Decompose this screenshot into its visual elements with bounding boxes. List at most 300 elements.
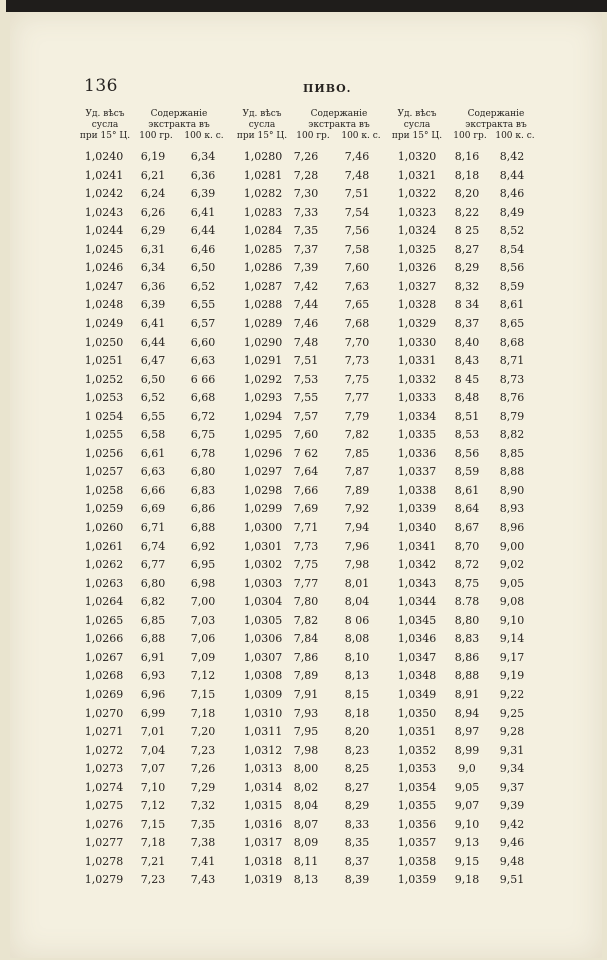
- header-100g: 100 гр.: [453, 131, 487, 141]
- extract-100cc-cell: 9,10: [499, 613, 525, 627]
- table-row: [0, 688, 607, 706]
- extract-100g-cell: 6,63: [140, 465, 166, 479]
- extract-100cc-cell: 7,29: [190, 780, 216, 794]
- extract-100g-cell: 7,89: [293, 669, 319, 683]
- extract-100g-cell: 7,60: [293, 428, 319, 442]
- specific-gravity-cell: 1,0292: [243, 372, 283, 386]
- extract-100g-cell: 8,20: [454, 187, 480, 201]
- extract-100cc-cell: 8,27: [344, 780, 370, 794]
- extract-100cc-cell: 7,20: [190, 725, 216, 739]
- extract-100cc-cell: 9,05: [499, 576, 525, 590]
- specific-gravity-cell: 1,0248: [84, 298, 124, 312]
- extract-100cc-cell: 8,13: [344, 669, 370, 683]
- extract-100g-cell: 7,37: [293, 242, 319, 256]
- extract-100g-cell: 8,51: [454, 409, 480, 423]
- extract-100g-cell: 7,73: [293, 539, 319, 553]
- extract-100cc-cell: 8,15: [344, 687, 370, 701]
- extract-100g-cell: 7 62: [293, 446, 319, 460]
- specific-gravity-cell: 1,0340: [397, 521, 437, 534]
- table-row: [0, 762, 607, 780]
- table-row: [0, 595, 607, 613]
- extract-100g-cell: 9,15: [454, 854, 480, 868]
- extract-100cc-cell: 6,88: [190, 521, 216, 534]
- specific-gravity-cell: 1,0314: [243, 780, 283, 794]
- table-row: [0, 651, 607, 669]
- extract-100g-cell: 6,36: [140, 279, 166, 293]
- extract-100g-cell: 8,64: [454, 502, 480, 516]
- extract-100cc-cell: 7,09: [190, 650, 216, 664]
- specific-gravity-cell: 1,0307: [243, 650, 283, 664]
- extract-100cc-cell: 8,46: [499, 187, 525, 201]
- extract-100cc-cell: 6,36: [190, 168, 216, 182]
- extract-100g-cell: 7,71: [293, 521, 319, 534]
- extract-100cc-cell: 6,86: [190, 502, 216, 516]
- header-sg-line2: сусла: [248, 120, 276, 130]
- extract-100cc-cell: 9,00: [499, 539, 525, 553]
- extract-100g-cell: 7,91: [293, 687, 319, 701]
- extract-100cc-cell: 8,59: [499, 279, 525, 293]
- table-row: [0, 502, 607, 520]
- extract-100g-cell: 8,37: [454, 316, 480, 330]
- extract-100cc-cell: 7,92: [344, 502, 370, 516]
- extract-100cc-cell: 6,41: [190, 205, 216, 219]
- specific-gravity-cell: 1,0308: [243, 669, 283, 683]
- extract-100cc-cell: 8,96: [499, 521, 525, 534]
- extract-100cc-cell: 8,68: [499, 335, 525, 349]
- specific-gravity-cell: 1,0355: [397, 799, 437, 813]
- specific-gravity-cell: 1,0281: [243, 168, 283, 182]
- extract-100cc-cell: 7,94: [344, 521, 370, 534]
- specific-gravity-cell: 1,0251: [84, 354, 124, 368]
- header-ext-line1: Содержаніе: [150, 109, 208, 119]
- table-row: [0, 540, 607, 558]
- extract-100g-cell: 6,85: [140, 613, 166, 627]
- extract-100cc-cell: 7,85: [344, 446, 370, 460]
- extract-100g-cell: 8 25: [454, 224, 480, 238]
- extract-100cc-cell: 7,32: [190, 799, 216, 813]
- table-row: [0, 558, 607, 576]
- extract-100cc-cell: 6,60: [190, 335, 216, 349]
- extract-100g-cell: 8,18: [454, 168, 480, 182]
- extract-100cc-cell: 7,58: [344, 242, 370, 256]
- extract-100g-cell: 6,77: [140, 558, 166, 572]
- extract-100g-cell: 6,39: [140, 298, 166, 312]
- extract-100g-cell: 8,00: [293, 762, 319, 776]
- specific-gravity-cell: 1,0268: [84, 669, 124, 683]
- extract-100cc-cell: 7,56: [344, 224, 370, 238]
- extract-100g-cell: 7,46: [293, 316, 319, 330]
- specific-gravity-cell: 1,0329: [397, 316, 437, 330]
- extract-100cc-cell: 8,73: [499, 372, 525, 386]
- table-row: [0, 150, 607, 168]
- extract-100g-cell: 9,18: [454, 873, 480, 887]
- specific-gravity-cell: 1,0303: [243, 576, 283, 590]
- table-row: [0, 836, 607, 854]
- extract-100cc-cell: 6,78: [190, 446, 216, 460]
- table-row: [0, 354, 607, 372]
- specific-gravity-cell: 1,0315: [243, 799, 283, 813]
- extract-100cc-cell: 8,29: [344, 799, 370, 813]
- extract-100g-cell: 6,47: [140, 354, 166, 368]
- header-ext-line1: Содержаніе: [310, 109, 368, 119]
- extract-100cc-cell: 8,10: [344, 650, 370, 664]
- table-row: [0, 577, 607, 595]
- extract-100cc-cell: 6,39: [190, 187, 216, 201]
- extract-100cc-cell: 7,00: [190, 595, 216, 609]
- header-ext-line2: экстракта въ: [465, 120, 527, 130]
- extract-100g-cell: 6,58: [140, 428, 166, 442]
- extract-100cc-cell: 8,25: [344, 762, 370, 776]
- specific-gravity-cell: 1,0352: [397, 743, 437, 757]
- extract-100g-cell: 8,16: [454, 150, 480, 163]
- specific-gravity-cell: 1,0295: [243, 428, 283, 442]
- extract-100cc-cell: 8,01: [344, 576, 370, 590]
- specific-gravity-cell: 1,0318: [243, 854, 283, 868]
- extract-100cc-cell: 6,83: [190, 483, 216, 497]
- extract-100g-cell: 7,28: [293, 168, 319, 182]
- specific-gravity-cell: 1,0339: [397, 502, 437, 516]
- specific-gravity-cell: 1,0346: [397, 632, 437, 646]
- specific-gravity-cell: 1,0304: [243, 595, 283, 609]
- extract-100cc-cell: 9,46: [499, 836, 525, 850]
- extract-100g-cell: 8.78: [454, 595, 480, 609]
- specific-gravity-cell: 1,0350: [397, 706, 437, 720]
- table-row: [0, 799, 607, 817]
- specific-gravity-cell: 1,0264: [84, 595, 124, 609]
- specific-gravity-cell: 1,0311: [243, 725, 283, 739]
- extract-100cc-cell: 8,71: [499, 354, 525, 368]
- extract-100cc-cell: 8,90: [499, 483, 525, 497]
- extract-100cc-cell: 9,39: [499, 799, 525, 813]
- specific-gravity-cell: 1,0345: [397, 613, 437, 627]
- specific-gravity-cell: 1,0289: [243, 316, 283, 330]
- extract-100cc-cell: 7,26: [190, 762, 216, 776]
- extract-100cc-cell: 8,93: [499, 502, 525, 516]
- extract-100g-cell: 7,26: [293, 150, 319, 163]
- extract-100g-cell: 8 34: [454, 298, 480, 312]
- extract-100cc-cell: 7,73: [344, 354, 370, 368]
- specific-gravity-cell: 1,0338: [397, 483, 437, 497]
- extract-100g-cell: 7,35: [293, 224, 319, 238]
- extract-100g-cell: 8,75: [454, 576, 480, 590]
- extract-100g-cell: 7,80: [293, 595, 319, 609]
- specific-gravity-cell: 1,0246: [84, 261, 124, 275]
- extract-100cc-cell: 9,48: [499, 854, 525, 868]
- table-row: [0, 187, 607, 205]
- extract-100cc-cell: 7,15: [190, 687, 216, 701]
- specific-gravity-cell: 1,0299: [243, 502, 283, 516]
- extract-100g-cell: 6,44: [140, 335, 166, 349]
- extract-100g-cell: 7,33: [293, 205, 319, 219]
- table-row: [0, 298, 607, 316]
- specific-gravity-cell: 1,0343: [397, 576, 437, 590]
- table-row: [0, 410, 607, 428]
- extract-100g-cell: 6,99: [140, 706, 166, 720]
- specific-gravity-cell: 1,0265: [84, 613, 124, 627]
- specific-gravity-cell: 1,0301: [243, 539, 283, 553]
- specific-gravity-cell: 1,0266: [84, 632, 124, 646]
- extract-100g-cell: 6,31: [140, 242, 166, 256]
- extract-100cc-cell: 7,98: [344, 558, 370, 572]
- extract-100g-cell: 8,40: [454, 335, 480, 349]
- specific-gravity-cell: 1,0330: [397, 335, 437, 349]
- extract-100g-cell: 9,0: [458, 762, 476, 776]
- specific-gravity-cell: 1,0323: [397, 205, 437, 219]
- extract-100cc-cell: 8,23: [344, 743, 370, 757]
- extract-100cc-cell: 9,37: [499, 780, 525, 794]
- specific-gravity-cell: 1,0272: [84, 743, 124, 757]
- specific-gravity-cell: 1,0319: [243, 873, 283, 887]
- specific-gravity-cell: 1,0293: [243, 391, 283, 405]
- extract-100g-cell: 7,04: [140, 743, 166, 757]
- specific-gravity-cell: 1,0269: [84, 687, 124, 701]
- extract-100g-cell: 6,74: [140, 539, 166, 553]
- specific-gravity-cell: 1,0273: [84, 762, 124, 776]
- specific-gravity-cell: 1,0267: [84, 650, 124, 664]
- specific-gravity-cell: 1,0300: [243, 521, 283, 534]
- extract-100cc-cell: 9,14: [499, 632, 525, 646]
- extract-100g-cell: 8,91: [454, 687, 480, 701]
- extract-100g-cell: 7,51: [293, 354, 319, 368]
- specific-gravity-cell: 1,0349: [397, 687, 437, 701]
- extract-100g-cell: 6,82: [140, 595, 166, 609]
- specific-gravity-cell: 1,0317: [243, 836, 283, 850]
- specific-gravity-cell: 1,0309: [243, 687, 283, 701]
- extract-100g-cell: 8,83: [454, 632, 480, 646]
- extract-100g-cell: 7,48: [293, 335, 319, 349]
- extract-100g-cell: 7,07: [140, 762, 166, 776]
- extract-100g-cell: 6,52: [140, 391, 166, 405]
- extract-100cc-cell: 6,75: [190, 428, 216, 442]
- extract-100g-cell: 7,82: [293, 613, 319, 627]
- extract-100cc-cell: 8,49: [499, 205, 525, 219]
- extract-100cc-cell: 8,88: [499, 465, 525, 479]
- specific-gravity-cell: 1,0259: [84, 502, 124, 516]
- extract-100cc-cell: 8,85: [499, 446, 525, 460]
- specific-gravity-cell: 1,0326: [397, 261, 437, 275]
- extract-100g-cell: 6,71: [140, 521, 166, 534]
- specific-gravity-cell: 1,0306: [243, 632, 283, 646]
- specific-gravity-cell: 1,0279: [84, 873, 124, 887]
- extract-100cc-cell: 9,31: [499, 743, 525, 757]
- extract-100cc-cell: 6,80: [190, 465, 216, 479]
- extract-100cc-cell: 7,65: [344, 298, 370, 312]
- extract-100g-cell: 6,26: [140, 205, 166, 219]
- extract-100cc-cell: 8,20: [344, 725, 370, 739]
- extract-100cc-cell: 8,37: [344, 854, 370, 868]
- extract-100g-cell: 6,91: [140, 650, 166, 664]
- extract-100g-cell: 8,61: [454, 483, 480, 497]
- extract-100g-cell: 8,22: [454, 205, 480, 219]
- extract-100cc-cell: 6,50: [190, 261, 216, 275]
- extract-100g-cell: 7,77: [293, 576, 319, 590]
- extract-100cc-cell: 7,60: [344, 261, 370, 275]
- extract-100g-cell: 7,39: [293, 261, 319, 275]
- extract-100g-cell: 8,59: [454, 465, 480, 479]
- extract-100g-cell: 8,70: [454, 539, 480, 553]
- specific-gravity-cell: 1,0285: [243, 242, 283, 256]
- header-sg-line3: при 15° Ц.: [391, 131, 443, 141]
- specific-gravity-cell: 1,0344: [397, 595, 437, 609]
- extract-100g-cell: 7,57: [293, 409, 319, 423]
- extract-100g-cell: 8,94: [454, 706, 480, 720]
- table-row: [0, 317, 607, 335]
- extract-100g-cell: 7,95: [293, 725, 319, 739]
- extract-100g-cell: 7,86: [293, 650, 319, 664]
- specific-gravity-cell: 1,0243: [84, 205, 124, 219]
- table-row: [0, 206, 607, 224]
- extract-100cc-cell: 7,35: [190, 817, 216, 831]
- specific-gravity-cell: 1,0260: [84, 521, 124, 534]
- specific-gravity-cell: 1,0331: [397, 354, 437, 368]
- extract-100cc-cell: 6,52: [190, 279, 216, 293]
- extract-100cc-cell: 7,68: [344, 316, 370, 330]
- extract-100cc-cell: 8,35: [344, 836, 370, 850]
- extract-100cc-cell: 7,38: [190, 836, 216, 850]
- extract-100g-cell: 7,93: [293, 706, 319, 720]
- specific-gravity-cell: 1,0276: [84, 817, 124, 831]
- specific-gravity-cell: 1,0335: [397, 428, 437, 442]
- specific-gravity-cell: 1,0359: [397, 873, 437, 887]
- extract-100g-cell: 6,34: [140, 261, 166, 275]
- specific-gravity-cell: 1,0298: [243, 483, 283, 497]
- specific-gravity-cell: 1,0290: [243, 335, 283, 349]
- extract-100cc-cell: 9,22: [499, 687, 525, 701]
- table-row: [0, 336, 607, 354]
- extract-100cc-cell: 7,18: [190, 706, 216, 720]
- specific-gravity-cell: 1,0316: [243, 817, 283, 831]
- header-sg-line2: сусла: [403, 120, 431, 130]
- extract-100cc-cell: 8 06: [344, 613, 370, 627]
- extract-100g-cell: 8,48: [454, 391, 480, 405]
- table-row: [0, 725, 607, 743]
- extract-100g-cell: 7,23: [140, 873, 166, 887]
- specific-gravity-cell: 1,0297: [243, 465, 283, 479]
- scan-top-edge: [6, 0, 607, 12]
- specific-gravity-cell: 1,0305: [243, 613, 283, 627]
- extract-100g-cell: 7,64: [293, 465, 319, 479]
- specific-gravity-cell: 1,0253: [84, 391, 124, 405]
- specific-gravity-cell: 1,0302: [243, 558, 283, 572]
- header-ext-line1: Содержаніе: [467, 109, 525, 119]
- extract-100cc-cell: 7,96: [344, 539, 370, 553]
- extract-100g-cell: 7,15: [140, 817, 166, 831]
- extract-100g-cell: 7,55: [293, 391, 319, 405]
- specific-gravity-cell: 1,0334: [397, 409, 437, 423]
- extract-100cc-cell: 7,03: [190, 613, 216, 627]
- specific-gravity-cell: 1,0354: [397, 780, 437, 794]
- extract-100cc-cell: 8,82: [499, 428, 525, 442]
- extract-100g-cell: 8,97: [454, 725, 480, 739]
- extract-100g-cell: 6,29: [140, 224, 166, 238]
- extract-100g-cell: 6,80: [140, 576, 166, 590]
- table-row: [0, 169, 607, 187]
- extract-100cc-cell: 7,51: [344, 187, 370, 201]
- header-sg-line3: при 15° Ц.: [79, 131, 131, 141]
- table-row: [0, 224, 607, 242]
- specific-gravity-cell: 1,0333: [397, 391, 437, 405]
- extract-100g-cell: 6,66: [140, 483, 166, 497]
- extract-100cc-cell: 8,79: [499, 409, 525, 423]
- extract-100cc-cell: 8,54: [499, 242, 525, 256]
- header-sg-line2: сусла: [91, 120, 119, 130]
- extract-100cc-cell: 9,17: [499, 650, 525, 664]
- extract-100cc-cell: 7,89: [344, 483, 370, 497]
- extract-100g-cell: 8,43: [454, 354, 480, 368]
- specific-gravity-cell: 1,0320: [397, 150, 437, 163]
- page-number: 136: [84, 76, 118, 96]
- specific-gravity-cell: 1,0324: [397, 224, 437, 238]
- specific-gravity-cell: 1,0283: [243, 205, 283, 219]
- table-row: [0, 632, 607, 650]
- extract-100cc-cell: 8,65: [499, 316, 525, 330]
- running-head: ПИВО.: [303, 82, 352, 95]
- extract-100cc-cell: 7,70: [344, 335, 370, 349]
- extract-100g-cell: 7,30: [293, 187, 319, 201]
- extract-100g-cell: 6,21: [140, 168, 166, 182]
- specific-gravity-cell: 1,0271: [84, 725, 124, 739]
- header-100cc: 100 к. с.: [495, 131, 535, 141]
- table-row: [0, 280, 607, 298]
- specific-gravity-cell: 1,0270: [84, 706, 124, 720]
- extract-100g-cell: 6,41: [140, 316, 166, 330]
- specific-gravity-cell: 1,0255: [84, 428, 124, 442]
- extract-100g-cell: 6,61: [140, 446, 166, 460]
- specific-gravity-cell: 1,0322: [397, 187, 437, 201]
- specific-gravity-cell: 1,0274: [84, 780, 124, 794]
- extract-100cc-cell: 8,18: [344, 706, 370, 720]
- extract-100g-cell: 7,10: [140, 780, 166, 794]
- specific-gravity-cell: 1,0347: [397, 650, 437, 664]
- extract-100cc-cell: 6,98: [190, 576, 216, 590]
- specific-gravity-cell: 1,0357: [397, 836, 437, 850]
- table-row: [0, 781, 607, 799]
- specific-gravity-cell: 1,0252: [84, 372, 124, 386]
- extract-100g-cell: 8,86: [454, 650, 480, 664]
- specific-gravity-cell: 1 0254: [84, 409, 124, 423]
- extract-100cc-cell: 6,46: [190, 242, 216, 256]
- specific-gravity-cell: 1,0312: [243, 743, 283, 757]
- specific-gravity-cell: 1,0262: [84, 558, 124, 572]
- extract-100cc-cell: 7,75: [344, 372, 370, 386]
- table-row: [0, 873, 607, 891]
- extract-100g-cell: 8,02: [293, 780, 319, 794]
- extract-100cc-cell: 8,61: [499, 298, 525, 312]
- extract-100g-cell: 7,84: [293, 632, 319, 646]
- specific-gravity-cell: 1,0261: [84, 539, 124, 553]
- extract-100g-cell: 7,98: [293, 743, 319, 757]
- header-sg-line1: Уд. вѣсъ: [85, 109, 125, 119]
- extract-100g-cell: 9,07: [454, 799, 480, 813]
- extract-100cc-cell: 6,68: [190, 391, 216, 405]
- specific-gravity-cell: 1,0277: [84, 836, 124, 850]
- extract-100g-cell: 6,93: [140, 669, 166, 683]
- extract-100g-cell: 6,19: [140, 150, 166, 163]
- extract-100cc-cell: 8,44: [499, 168, 525, 182]
- header-ext-line2: экстракта въ: [148, 120, 210, 130]
- extract-100g-cell: 8,99: [454, 743, 480, 757]
- table-row: [0, 669, 607, 687]
- extract-100cc-cell: 6,72: [190, 409, 216, 423]
- extract-100cc-cell: 6,34: [190, 150, 216, 163]
- extract-100cc-cell: 8,39: [344, 873, 370, 887]
- extract-100g-cell: 7,66: [293, 483, 319, 497]
- table-row: [0, 261, 607, 279]
- specific-gravity-cell: 1,0245: [84, 242, 124, 256]
- table-row: [0, 855, 607, 873]
- table-row: [0, 465, 607, 483]
- extract-100cc-cell: 7,63: [344, 279, 370, 293]
